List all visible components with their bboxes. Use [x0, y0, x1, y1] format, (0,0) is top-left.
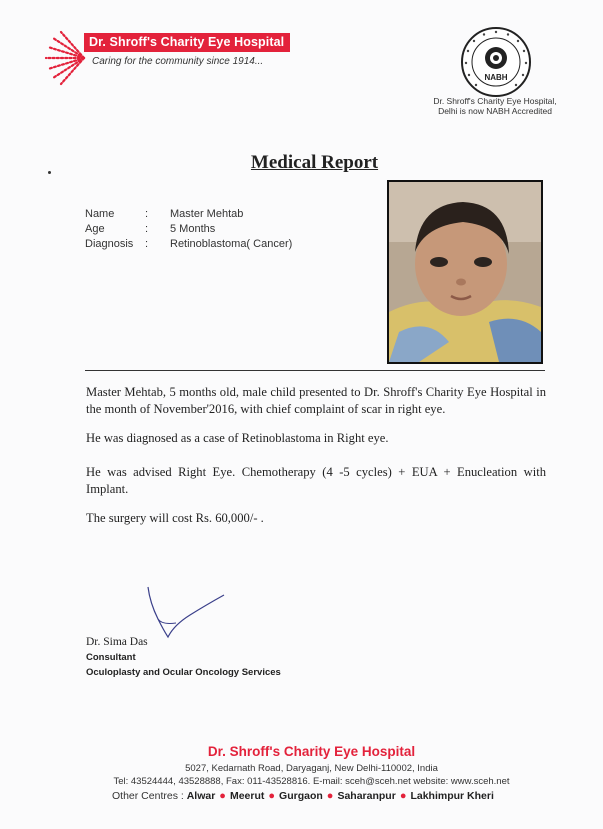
footer-contacts: Tel: 43524444, 43528888, Fax: 011-43528816. E-mail: sceh@sceh.net website: www.sceh.net — [113, 776, 510, 787]
info-row-age — [0, 223, 380, 238]
footer-other-centres — [112, 790, 494, 802]
report-paragraph-treatment: He was advised Right Eye. Chemotherapy (4 -5 cycles) + EUA + Enucleation with Implant. — [86, 465, 546, 496]
report-paragraph-diagnosis: He was diagnosed as a case of Retinoblastoma in Right eye. — [86, 431, 389, 445]
report-paragraph-presentation: Master Mehtab, 5 months old, male child presented to Dr. Shroff's Charity Eye Hospital in the month of November'2016, with chief complaint of scar in right eye. — [86, 385, 546, 416]
accreditation-note-line1: Dr. Shroff's Charity Eye Hospital, — [433, 96, 557, 106]
doctor-name: Dr. Sima Das — [86, 636, 148, 648]
doctor-title: Consultant — [86, 652, 136, 663]
centres-label: Other Centres : — [112, 790, 184, 802]
centre-item: Alwar — [186, 790, 216, 802]
nabh-seal-icon — [460, 26, 532, 98]
bullet-icon: ● — [219, 790, 226, 802]
info-value: Master Mehtab — [170, 208, 244, 220]
info-row-diagnosis — [0, 238, 380, 253]
centre-item: Lakhimpur Kheri — [410, 790, 494, 802]
handwritten-signature — [140, 585, 230, 645]
doctor-department: Oculoplasty and Ocular Oncology Services — [86, 667, 281, 678]
report-paragraph-cost: The surgery will cost Rs. 60,000/- . — [86, 511, 264, 525]
footer-hospital-name: Dr. Shroff's Charity Eye Hospital — [207, 744, 416, 759]
info-label: Diagnosis — [85, 238, 134, 250]
info-colon: : — [145, 238, 149, 250]
patient-photo — [387, 180, 543, 364]
info-value: 5 Months — [170, 223, 216, 235]
header-tagline: Caring for the community since 1914... — [92, 56, 264, 67]
centre-item: Gurgaon — [279, 790, 323, 802]
footer-address: 5027, Kedarnath Road, Daryaganj, New Delhi-110002, India — [185, 763, 438, 774]
section-divider — [85, 370, 545, 371]
info-label: Name — [85, 208, 115, 220]
info-value: Retinoblastoma( Cancer) — [170, 238, 293, 250]
report-title: Medical Report — [250, 152, 379, 173]
info-colon: : — [145, 223, 149, 235]
centre-item: Saharanpur — [337, 790, 396, 802]
centre-item: Meerut — [229, 790, 265, 802]
info-colon: : — [145, 208, 149, 220]
bullet-icon: ● — [326, 790, 334, 802]
info-row-name — [0, 208, 380, 223]
info-label: Age — [85, 223, 105, 235]
accreditation-note — [420, 96, 570, 116]
patient-photo-image — [389, 182, 541, 362]
nabh-seal-label: NABH — [484, 73, 508, 82]
header-hospital-name: Dr. Shroff's Charity Eye Hospital — [84, 33, 290, 52]
bullet-icon: ● — [399, 790, 407, 802]
hospital-logo-icon — [40, 30, 88, 86]
accreditation-note-line2: Delhi is now NABH Accredited — [438, 106, 552, 116]
bullet-icon: ● — [268, 790, 276, 802]
patient-info — [0, 208, 380, 256]
